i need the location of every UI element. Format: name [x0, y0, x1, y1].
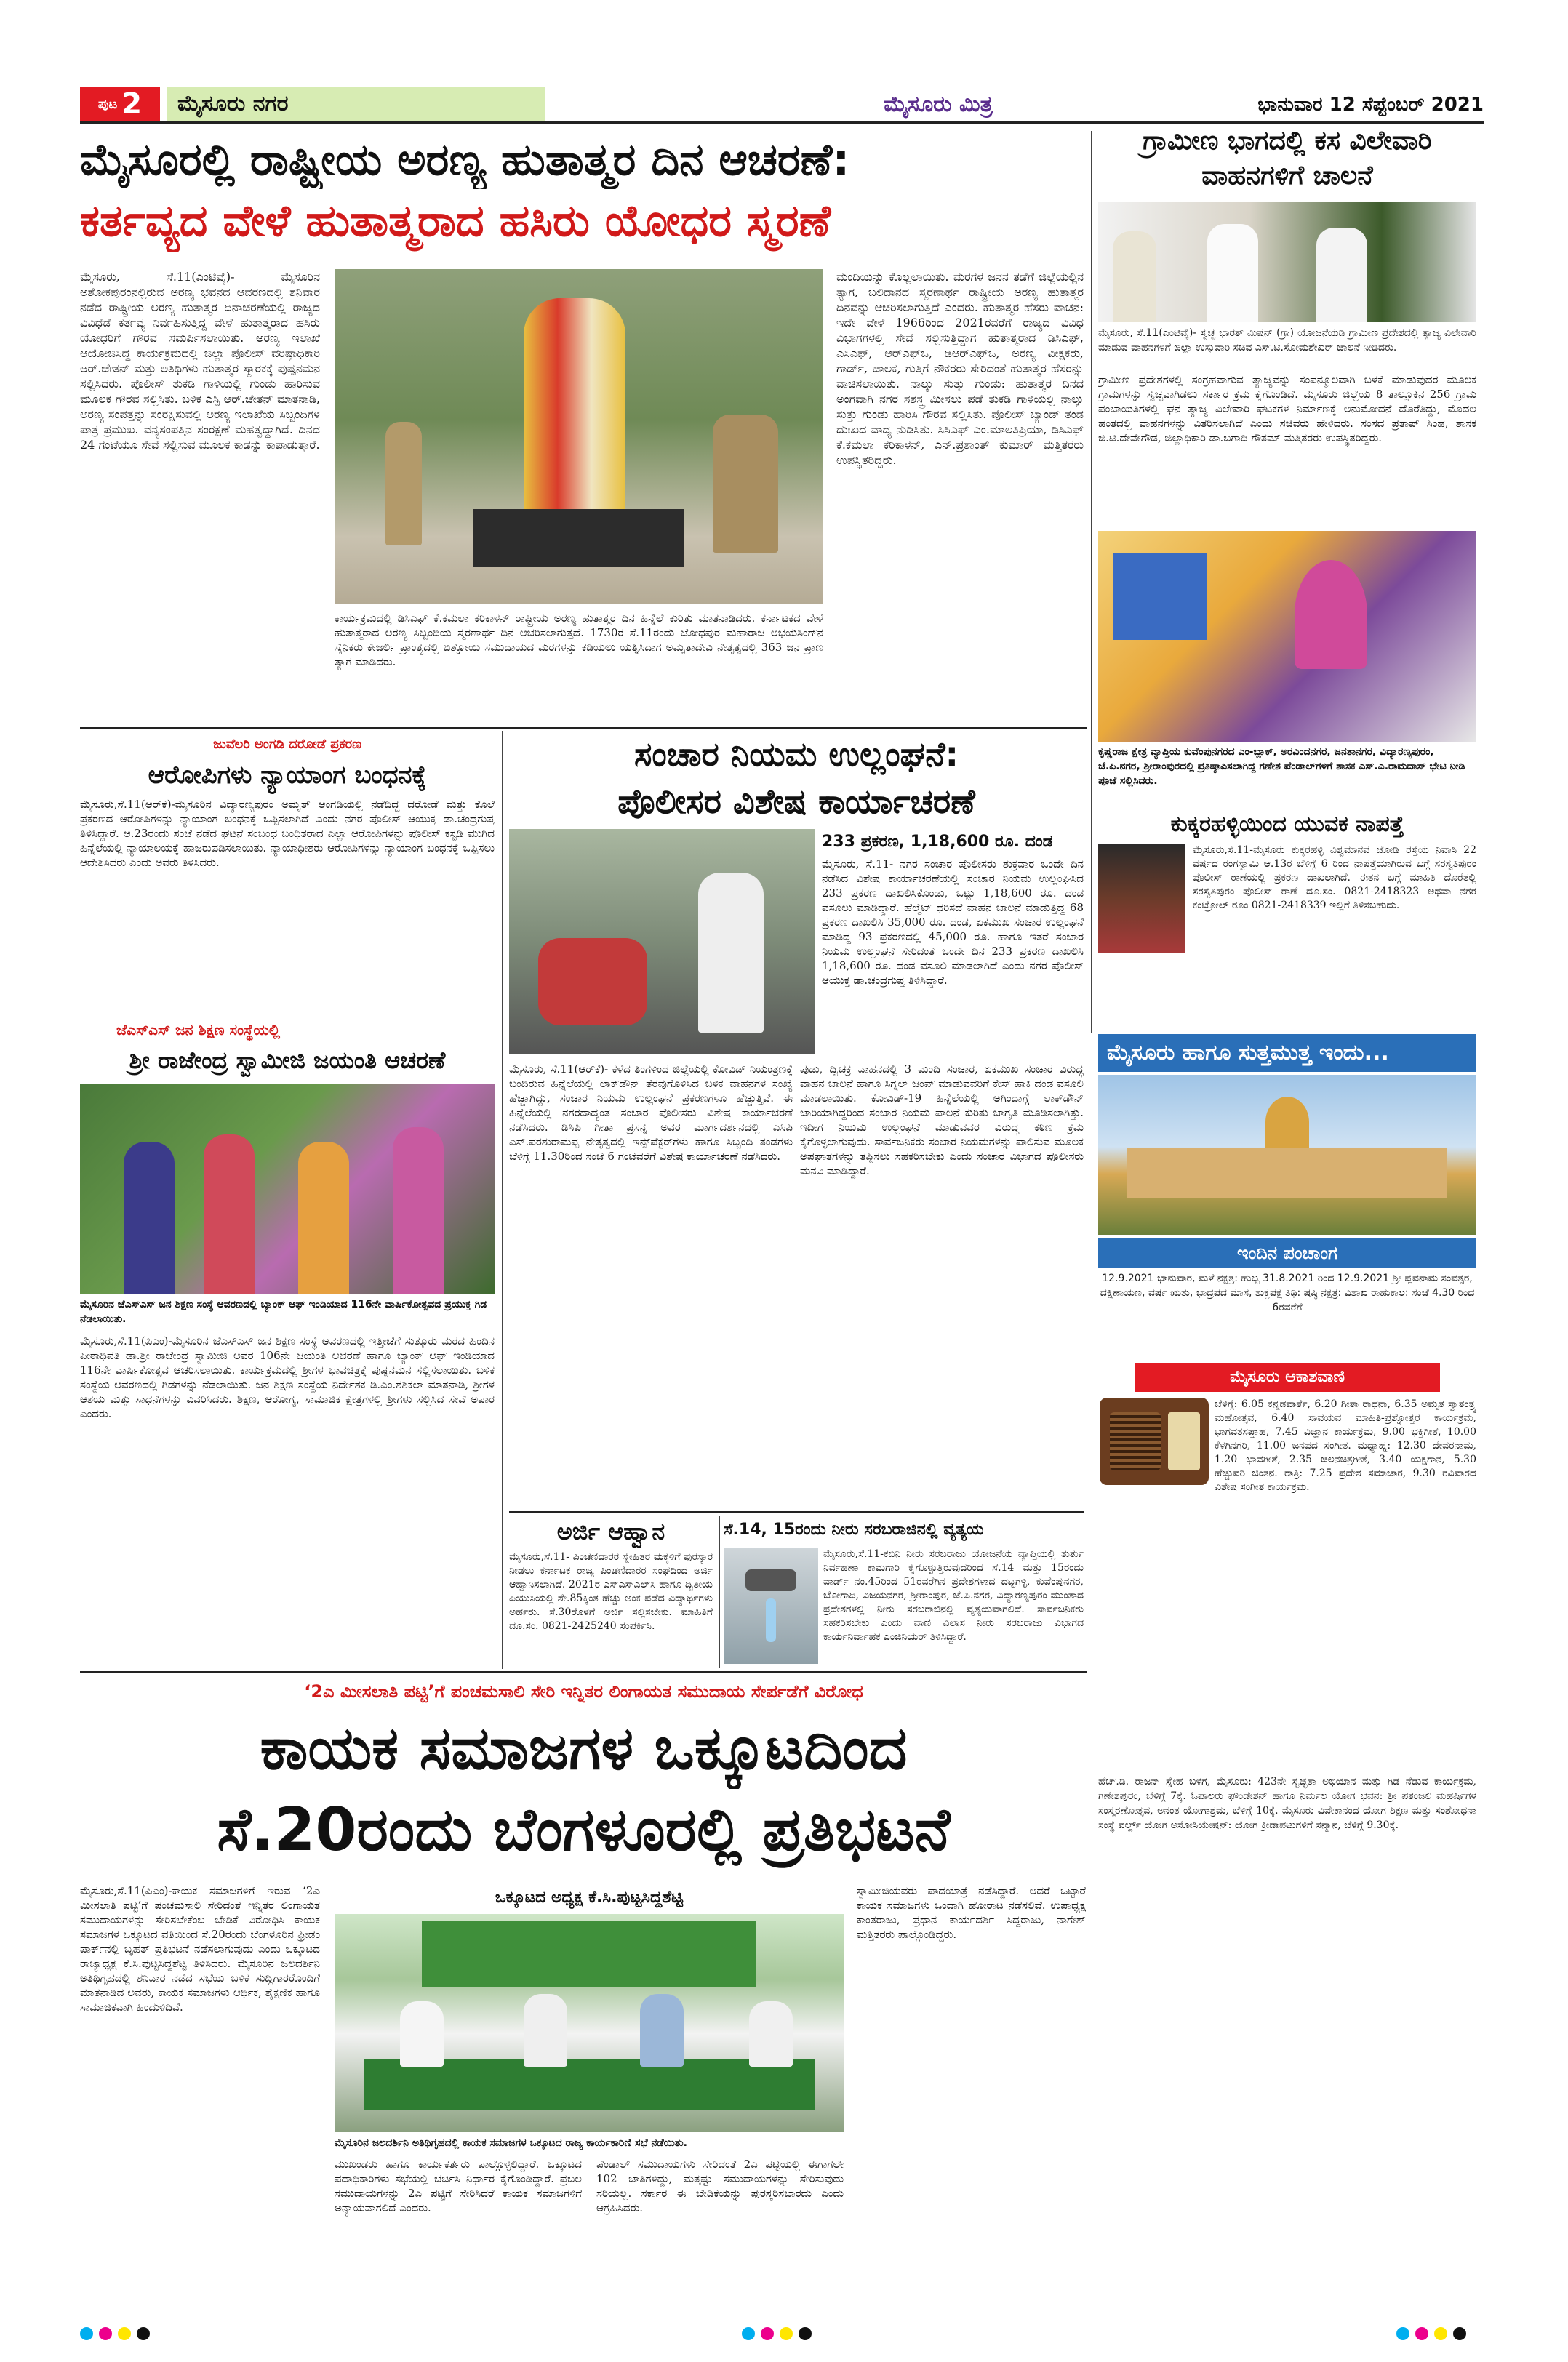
traffic-right-body: ಮೈಸೂರು, ಸೆ.11- ನಗರ ಸಂಚಾರ ಪೊಲೀಸರು ಶುಕ್ರವಾರ ಒಂದೇ ದಿನ ನಡೆಸಿದ ವಿಶೇಷ ಕಾರ್ಯಾಚರಣೆಯಲ್ಲಿ ಸಂಚಾರ ನಿಯಮ ಉಲ್ಲಂಘಿಸಿದ 233 ಪ್ರಕರಣ ದಾಖಲಿಸಿಕೊಂಡು, ಒಟ್ಟು 1,18,600 ರೂ. ದಂಡ ವಸೂಲು ಮಾಡಿದ್ದಾರೆ. ಹೆಲ್ಮೆಟ್ ಧರಿಸದೆ ವಾಹನ ಚಾಲನೆ ಮಾಡುತ್ತಿದ್ದ 68 ಪ್ರಕರಣ ದಾಖಲಿಸಿ 35,000 ರೂ. ದಂಡ, ಏಕಮುಖ ಸಂಚಾರ ಉಲ್ಲಂಘನೆ ಮಾಡಿದ್ದ 93 ಪ್ರಕರಣದಲ್ಲಿ 45,000 ರೂ. ಹಾಗೂ ಇತರೆ ಸಂಚಾರ ನಿಯಮ ಉಲ್ಲಂಘನೆ ಸೇರಿದಂತೆ ಒಂದೇ ದಿನ 233 ಪ್ರಕರಣ ದಾಖಲಿಸಿ 1,18,600 ರೂ. ದಂಡ ವಸೂಲಿ ಮಾಡಲಾಗಿದೆ ಎಂದು ನಗರ ಪೊಲೀಸ್ ಆಯುಕ್ತ ಡಾ.ಚಂದ್ರಗುಪ್ತ ತಿಳಿಸಿದ್ದಾರೆ. [822, 857, 1084, 987]
protest-photo-title: ಒಕ್ಕೂಟದ ಅಧ್ಯಕ್ಷ ಕೆ.ಸಿ.ಪುಟ್ಟಸಿದ್ದಶೆಟ್ಟಿ [495, 1889, 684, 1907]
radio-speaker [1110, 1412, 1161, 1470]
mid-rule [80, 727, 1087, 729]
dignitary-figure-3 [1316, 228, 1367, 322]
person-figure-2 [524, 1994, 567, 2067]
issue-date: ಭಾನುವಾರ 12 ಸೆಪ್ಟೆಂಬರ್ 2021 [1257, 94, 1484, 116]
traffic-subhead: 233 ಪ್ರಕರಣ, 1,18,600 ರೂ. ದಂಡ [822, 833, 1053, 851]
radio-dial [1168, 1412, 1200, 1470]
garbage-body: ಗ್ರಾಮೀಣ ಪ್ರದೇಶಗಳಲ್ಲಿ ಸಂಗ್ರಹವಾಗುವ ತ್ಯಾಜ್ಯವನ್ನು ಸಂಪನ್ಮೂಲವಾಗಿ ಬಳಕೆ ಮಾಡುವುದರ ಮೂಲಕ ಗ್ರಾಮಗಳನ್ನು ಸ್ವಚ್ಛವಾಗಿಡಲು ಸರ್ಕಾರ ಕ್ರಮ ಕೈಗೊಂಡಿದೆ. ಮೈಸೂರು ಜಿಲ್ಲೆಯ 8 ತಾಲ್ಲೂಕಿನ 256 ಗ್ರಾಮ ಪಂಚಾಯಿತಿಗಳಲ್ಲಿ ಘನ ತ್ಯಾಜ್ಯ ವಿಲೇವಾರಿ ಘಟಕಗಳ ನಿರ್ಮಾಣಕ್ಕೆ ಅನುಮೋದನೆ ದೊರೆತಿದ್ದು, ಮೊದಲ ಹಂತದಲ್ಲಿ ವಾಹನಗಳನ್ನು ವಿತರಿಸಲಾಗಿದೆ ಎಂದು ಸಚಿವರು ಹೇಳಿದರು. ಸಂಸದ ಪ್ರತಾಪ್ ಸಿಂಹ, ಶಾಸಕ ಜಿ.ಟಿ.ದೇವೇಗೌಡ, ಜಿಲ್ಲಾಧಿಕಾರಿ ಡಾ.ಬಗಾದಿ ಗೌತಮ್ ಮತ್ತಿತರರು ಉಪಸ್ಥಿತರಿದ್ದರು. [1098, 373, 1476, 444]
lead-headline-2: ಕರ್ತವ್ಯದ ವೇಳೆ ಹುತಾತ್ಮರಾದ ಹಸಿರು ಯೋಧರ ಸ್ಮರಣೆ [80, 196, 831, 247]
judicial-headline: ಆರೋಪಿಗಳು ನ್ಯಾಯಾಂಗ ಬಂಧನಕ್ಕೆ [148, 761, 427, 790]
registration-marks-center [742, 2327, 829, 2345]
page-label: ಪುಟ [97, 96, 118, 112]
magenta-dot [1415, 2327, 1428, 2340]
person-figure-4 [393, 1127, 444, 1294]
protest-col-2: ಮುಖಂಡರು ಹಾಗೂ ಕಾರ್ಯಕರ್ತರು ಪಾಲ್ಗೊಳ್ಳಲಿದ್ದಾರೆ. ಒಕ್ಕೂಟದ ಪದಾಧಿಕಾರಿಗಳು ಸಭೆಯಲ್ಲಿ ಚರ್ಚಿಸಿ ನಿರ್ಧಾರ ಕೈಗೊಂಡಿದ್ದಾರೆ. ಪ್ರಬಲ ಸಮುದಾಯಗಳನ್ನು 2ಎ ಪಟ್ಟಿಗೆ ಸೇರಿಸಿದರೆ ಕಾಯಕ ಸಮಾಜಗಳಿಗೆ ಅನ್ಯಾಯವಾಗಲಿದೆ ಎಂದರು. [335, 2158, 582, 2214]
protest-headline-1: ಕಾಯಕ ಸಮಾಜಗಳ ಒಕ್ಕೂಟದಿಂದ [260, 1714, 908, 1783]
cyan-dot [80, 2327, 93, 2340]
yellow-dot [1434, 2327, 1447, 2340]
water-body: ಮೈಸೂರು,ಸೆ.11-ಕಬಿನಿ ನೀರು ಸರಬರಾಜು ಯೋಜನೆಯ ವ್ಯಾಪ್ತಿಯಲ್ಲಿ ತುರ್ತು ನಿರ್ವಹಣಾ ಕಾಮಗಾರಿ ಕೈಗೊಳ್ಳುತ್ತಿರುವುದರಿಂದ ಸೆ.14 ಮತ್ತು 15ರಂದು ವಾರ್ಡ್ ನಂ.45ರಿಂದ 51ರವರೆಗಿನ ಪ್ರದೇಶಗಳಾದ ದಟ್ಟಗಳ್ಳಿ, ಕುವೆಂಪುನಗರ, ಬೋಗಾದಿ, ವಿಜಯನಗರ, ಶ್ರೀರಾಂಪುರ, ಜೆ.ಪಿ.ನಗರ, ವಿದ್ಯಾರಣ್ಯಪುರಂ ಮುಂತಾದ ಪ್ರದೇಶಗಳಲ್ಲಿ ನೀರು ಸರಬರಾಜಿನಲ್ಲಿ ವ್ಯತ್ಯಯವಾಗಲಿದೆ. ಸಾರ್ವಜನಿಕರು ಸಹಕರಿಸಬೇಕು ಎಂದು ವಾಣಿ ವಿಲಾಸ ನೀರು ಸರಬರಾಜು ವಿಭಾಗದ ಕಾರ್ಯನಿರ್ವಾಹಕ ಎಂಜಿನಿಯರ್ ತಿಳಿಸಿದ್ದಾರೆ. [823, 1548, 1084, 1643]
jss-kicker: ಜೆಎಸ್‌ಎಸ್ ಜನ ಶಿಕ್ಷಣ ಸಂಸ್ಥೆಯಲ್ಲಿ [116, 1021, 281, 1038]
traffic-body-right: ಪುಡು, ದ್ವಿಚಕ್ರ ವಾಹನದಲ್ಲಿ 3 ಮಂದಿ ಸಂಚಾರ, ಏಕಮುಖ ಸಂಚಾರ ವಿರುದ್ಧ ವಾಹನ ಚಾಲನೆ ಹಾಗೂ ಸಿಗ್ನಲ್ ಜಂಪ್ ಮಾಡುವವರಿಗೆ ಕೇಸ್ ಹಾಕಿ ದಂಡ ವಸೂಲಿ ಮಾಡಲಾಯಿತು. ಕೋವಿಡ್-19 ಹಿನ್ನೆಲೆಯಲ್ಲಿ ಅಗಿಂದಾಗ್ಗೆ ಲಾಕ್‌ಡೌನ್ ಜಾರಿಯಾಗಿದ್ದರಿಂದ ಸಂಚಾರ ನಿಯಮ ಪಾಲನೆ ಕುರಿತು ಜಾಗೃತಿ ಮೂಡಿಸಲಾಗಿತ್ತು. ಇದೀಗ ನಿಯಮ ಉಲ್ಲಂಘನೆ ಮಾಡುವವರ ವಿರುದ್ಧ ಕಠಿಣ ಕ್ರಮ ಕೈಗೊಳ್ಳಲಾಗುವುದು. ಸಾರ್ವಜನಿಕರು ಸಂಚಾರ ನಿಯಮಗಳನ್ನು ಪಾಲಿಸುವ ಮೂಲಕ ಅಪಘಾತಗಳನ್ನು ತಪ್ಪಿಸಲು ಸಹಕರಿಸಬೇಕು ಎಂದು ಸಂಚಾರ ವಿಭಾಗದ ಪೊಲೀಸರು ಮನವಿ ಮಾಡಿದ್ದಾರೆ. [800, 1062, 1084, 1177]
ganesha-idol [1295, 560, 1367, 669]
arji-rule [509, 1511, 1084, 1513]
black-dot [799, 2327, 812, 2340]
judicial-kicker: ಜುವೆಲರಿ ಅಂಗಡಿ ದರೋಡೆ ಪ್ರಕರಣ [213, 737, 361, 752]
water-tap-photo [724, 1548, 818, 1664]
traffic-headline-2: ಪೊಲೀಸರ ವಿಶೇಷ ಕಾರ್ಯಾಚರಣೆ [617, 782, 975, 821]
traffic-photo [509, 829, 815, 1054]
judicial-body: ಮೈಸೂರು,ಸೆ.11(ಆರ್‌ಕೆ)-ಮೈಸೂರಿನ ವಿದ್ಯಾರಣ್ಯಪುರಂ ಅಮೃತ್ ಆಂಗಡಿಯಲ್ಲಿ ನಡೆದಿದ್ದ ದರೋಡೆ ಮತ್ತು ಕೊಲೆ ಪ್ರಕರಣದ ಆರೋಪಿಗಳನ್ನು ನ್ಯಾಯಾಂಗ ಬಂಧನಕ್ಕೆ ಒಪ್ಪಿಸಲಾಗಿದೆ ಎಂದು ನಗರ ಪೊಲೀಸ್ ಆಯುಕ್ತ ಡಾ.ಚಂದ್ರಗುಪ್ತ ತಿಳಿಸಿದ್ದಾರೆ. ಆ.23ರಂದು ಸಂಜೆ ನಡೆದ ಘಟನೆ ಸಂಬಂಧ ಬಂಧಿತರಾದ ಎಲ್ಲಾ ಆರೋಪಿಗಳನ್ನು ಪೊಲೀಸ್ ಕಸ್ಟಡಿ ಮುಗಿದ ಹಿನ್ನೆಲೆಯಲ್ಲಿ ನ್ಯಾಯಾಲಯಕ್ಕೆ ಹಾಜರುಪಡಿಸಲಾಯಿತು. ನ್ಯಾಯಾಧೀಶರು ಆರೋಪಿಗಳನ್ನು ನ್ಯಾಯಾಂಗ ಬಂಧನಕ್ಕೆ ಒಪ್ಪಿಸಲು ಆದೇಶಿಸಿದರು ಎಂದು ಅವರು ತಿಳಿಸಿದರು. [80, 798, 495, 869]
protest-photo [335, 1914, 844, 2132]
palace-facade [1127, 1148, 1447, 1198]
tap-icon [745, 1569, 796, 1591]
jss-body: ಮೈಸೂರು,ಸೆ.11(ಪಿಎಂ)-ಮೈಸೂರಿನ ಜೆಎಸ್‌ಎಸ್ ಜನ ಶಿಕ್ಷಣ ಸಂಸ್ಥೆ ಆವರಣದಲ್ಲಿ ಇತ್ತೀಚೆಗೆ ಸುತ್ತೂರು ಮಠದ ಹಿಂದಿನ ಪೀಠಾಧಿಪತಿ ಡಾ.ಶ್ರೀ ರಾಜೇಂದ್ರ ಸ್ವಾಮೀಜಿ ಅವರ 106ನೇ ಜಯಂತಿ ಆಚರಣೆ ಹಾಗೂ ಬ್ಯಾಂಕ್ ಆಫ್ ಇಂಡಿಯಾದ 116ನೇ ವಾರ್ಷಿಕೋತ್ಸವ ಆಚರಿಸಲಾಯಿತು. ಕಾರ್ಯಕ್ರಮದಲ್ಲಿ ಶ್ರೀಗಳ ಭಾವಚಿತ್ರಕ್ಕೆ ಪುಷ್ಪನಮನ ಸಲ್ಲಿಸಲಾಯಿತು. ಬಳಿಕ ಸಂಸ್ಥೆಯ ಆವರಣದಲ್ಲಿ ಗಿಡಗಳನ್ನು ನೆಡಲಾಯಿತು. ಜನ ಶಿಕ್ಷಣ ಸಂಸ್ಥೆಯ ನಿರ್ದೇಶಕ ಡಿ.ಎಂ.ಶಶಿಕಲಾ ಮಾತನಾಡಿ, ಶ್ರೀಗಳ ಆಶಯ ಮತ್ತು ಸಾಧನೆಗಳನ್ನು ವಿವರಿಸಿದರು. ಶಿಕ್ಷಣ, ಆರೋಗ್ಯ, ಸಾಮಾಜಿಕ ಕ್ಷೇತ್ರಗಳಲ್ಲಿ ಶ್ರೀಗಳು ಸಲ್ಲಿಸಿದ ಸೇವೆ ಅಪಾರ ಎಂದರು. [80, 1334, 495, 1420]
page-number-box [80, 87, 160, 121]
protest-rule [80, 1671, 1087, 1673]
lead-column-1: ಮೈಸೂರು, ಸೆ.11(ಎಂಟಿವೈ)- ಮೈಸೂರಿನ ಅಶೋಕಪುರಂನಲ್ಲಿರುವ ಅರಣ್ಯ ಭವನದ ಆವರಣದಲ್ಲಿ ಶನಿವಾರ ನಡೆದ ರಾಷ್ಟ್ರೀಯ ಅರಣ್ಯ ಹುತಾತ್ಮರ ದಿನಾಚರಣೆಯಲ್ಲಿ ರಾಜ್ಯದ ವಿವಿಧೆಡೆ ಕರ್ತವ್ಯ ನಿರ್ವಹಿಸುತ್ತಿದ್ದ ವೇಳೆ ಹುತಾತ್ಮರಾದ ಹಸಿರು ಯೋಧರಿಗೆ ಗೌರವ ಸಮರ್ಪಿಸಲಾಯಿತು. ಅರಣ್ಯ ಇಲಾಖೆ ಆಯೋಜಿಸಿದ್ದ ಕಾರ್ಯಕ್ರಮದಲ್ಲಿ ಜಿಲ್ಲಾ ಪೊಲೀಸ್ ವರಿಷ್ಠಾಧಿಕಾರಿ ಆರ್.ಚೇತನ್ ಮತ್ತು ಅತಿಥಿಗಳು ಹುತಾತ್ಮರ ಸ್ಮಾರಕಕ್ಕೆ ಪುಷ್ಪನಮನ ಸಲ್ಲಿಸಿದರು. ಪೊಲೀಸ್ ತುಕಡಿ ಗಾಳಿಯಲ್ಲಿ ಗುಂಡು ಹಾರಿಸುವ ಮೂಲಕ ಗೌರವ ಸಲ್ಲಿಸಿತು. ಬಳಿಕ ಎಸ್ಪಿ ಆರ್.ಚೇತನ್ ಮಾತನಾಡಿ, ಅರಣ್ಯ ಸಂಪತ್ತನ್ನು ಸಂರಕ್ಷಿಸುವಲ್ಲಿ ಅರಣ್ಯ ಇಲಾಖೆಯ ಸಿಬ್ಬಂದಿಗಳ ಪಾತ್ರ ಪ್ರಮುಖ. ವನ್ಯಸಂಪತ್ತಿನ ಸಂರಕ್ಷಣೆ ಮಹತ್ವದ್ದಾಗಿದೆ. ದಿನದ 24 ಗಂಟೆಯೂ ಸೇವೆ ಸಲ್ಲಿಸುವ ಮೂಲಕ ಕಾಡನ್ನು ಕಾಪಾಡುತ್ತಾರೆ. [80, 270, 320, 452]
person-figure-2 [204, 1134, 255, 1294]
yellow-dot [118, 2327, 131, 2340]
magenta-dot [99, 2327, 112, 2340]
protest-photo-caption: ಮೈಸೂರಿನ ಜಲದರ್ಶಿನಿ ಅತಿಥಿಗೃಹದಲ್ಲಿ ಕಾಯಕ ಸಮಾಜಗಳ ಒಕ್ಕೂಟದ ರಾಜ್ಯ ಕಾರ್ಯಕಾರಿಣಿ ಸಭೆ ನಡೆಯಿತು. [335, 2137, 687, 2149]
left-divider [502, 731, 503, 1669]
garbage-caption: ಮೈಸೂರು, ಸೆ.11(ಎಂಟಿವೈ)- ಸ್ವಚ್ಛ ಭಾರತ್ ಮಿಷನ್ (ಗ್ರಾ) ಯೋಜನೆಯಡಿ ಗ್ರಾಮೀಣ ಪ್ರದೇಶದಲ್ಲಿ ತ್ಯಾಜ್ಯ ವಿಲೇವಾರಿ ಮಾಡುವ ವಾಹನಗಳಿಗೆ ಜಿಲ್ಲಾ ಉಸ್ತುವಾರಿ ಸಚಿವ ಎಸ್.ಟಿ.ಸೋಮಶೇಖರ್ ಚಾಲನೆ ನೀಡಿದರು. [1098, 327, 1476, 353]
arji-divider [719, 1516, 720, 1668]
jss-photo [80, 1084, 495, 1294]
person-figure-3 [640, 1994, 684, 2067]
banner-board [1113, 553, 1207, 640]
traffic-headline-1: ಸಂಚಾರ ನಿಯಮ ಉಲ್ಲಂಘನೆ: [633, 734, 959, 774]
section-name: ಮೈಸೂರು ನಗರ [167, 87, 545, 121]
panchanga-title: ಇಂದಿನ ಪಂಚಾಂಗ [1098, 1238, 1476, 1268]
lead-photo-memorial [335, 269, 823, 604]
meeting-table [364, 2059, 815, 2110]
yellow-dot [780, 2327, 793, 2340]
person-figure-1 [124, 1142, 175, 1294]
protest-headline-2: ಸೆ.20ರಂದು ಬೆಂಗಳೂರಲ್ಲಿ ಪ್ರತಿಭಟನೆ [217, 1795, 951, 1865]
lead-divider [1091, 131, 1092, 1033]
person-figure-3 [298, 1142, 349, 1294]
lead-headline-1: ಮೈಸೂರಲ್ಲಿ ರಾಷ್ಟ್ರೀಯ ಅರಣ್ಯ ಹುತಾತ್ಮರ ದಿನ ಆಚರಣೆ: [80, 135, 850, 185]
magenta-dot [761, 2327, 774, 2340]
water-headline: ಸೆ.14, 15ರಂದು ನೀರು ಸರಬರಾಜಿನಲ್ಲಿ ವ್ಯತ್ಯಯ [724, 1521, 984, 1539]
registration-marks-left [80, 2327, 167, 2345]
traffic-body-left: ಮೈಸೂರು, ಸೆ.11(ಆರ್‌ಕೆ)- ಕಳೆದ ತಿಂಗಳಿಂದ ಜಿಲ್ಲೆಯಲ್ಲಿ ಕೋವಿಡ್ ನಿಯಂತ್ರಣಕ್ಕೆ ಬಂದಿರುವ ಹಿನ್ನೆಲೆಯಲ್ಲಿ ಲಾಕ್‌ಡೌನ್ ತೆರವುಗೊಳಿಸಿದ ಬಳಿಕ ವಾಹನಗಳ ಸಂಖ್ಯೆ ಹೆಚ್ಚಾಗಿದ್ದು, ಸಂಚಾರ ನಿಯಮ ಉಲ್ಲಂಘನೆ ಪ್ರಕರಣಗಳೂ ಹೆಚ್ಚುತ್ತಿವೆ. ಈ ಹಿನ್ನೆಲೆಯಲ್ಲಿ ನಗರದಾದ್ಯಂತ ಸಂಚಾರ ಪೊಲೀಸರು ವಿಶೇಷ ಕಾರ್ಯಾಚರಣೆ ನಡೆಸಿದರು. ಡಿಸಿಪಿ ಗೀತಾ ಪ್ರಸನ್ನ ಅವರ ಮಾರ್ಗದರ್ಶನದಲ್ಲಿ ಎಸಿಪಿ ಎಸ್.ಪರಶುರಾಮಪ್ಪ ನೇತೃತ್ವದಲ್ಲಿ ಇನ್ಸ್‌ಪೆಕ್ಟರ್‌ಗಳು ಹಾಗೂ ಸಿಬ್ಬಂದಿ ತಂಡಗಳು ಬೆಳಿಗ್ಗೆ 11.30ರಿಂದ ಸಂಜೆ 6 ಗಂಟೆವರೆಗೆ ವಿಶೇಷ ಕಾರ್ಯಾಚರಣೆ ನಡೆಸಿದರು. [509, 1062, 793, 1163]
garbage-headline: ಗ್ರಾಮೀಣ ಭಾಗದಲ್ಲಿ ಕಸ ವಿಲೇವಾರಿ ವಾಹನಗಳಿಗೆ ಚಾಲನೆ [1143, 126, 1432, 191]
memorial-pillar [524, 298, 625, 531]
masthead: ಮೈಸೂರು ಮಿತ್ರ [884, 92, 993, 117]
motorcycle [538, 938, 647, 1025]
dignitary-figure-1 [1113, 231, 1156, 322]
palace-photo [1098, 1075, 1476, 1235]
memorial-plinth [473, 509, 684, 567]
banner-board [422, 1921, 756, 1987]
ganesha-photo [1098, 531, 1476, 742]
protest-col-4: ಸ್ವಾಮೀಜಿಯವರು ಪಾದಯಾತ್ರೆ ನಡೆಸಿದ್ದಾರೆ. ಆದರೆ ಒಟ್ಟಾರೆ ಕಾಯಕ ಸಮಾಜಗಳು ಒಂದಾಗಿ ಹೋರಾಟ ನಡೆಸಲಿವೆ. ಉಪಾಧ್ಯಕ್ಷ ಕಾಂತರಾಜು, ಪ್ರಧಾನ ಕಾರ್ಯದರ್ಶಿ ಸಿದ್ದರಾಜು, ನಾಗೇಶ್ ಮತ್ತಿತರರು ಪಾಲ್ಗೊಂಡಿದ್ದರು. [857, 1884, 1086, 1941]
protest-col-3: ಪೆಂಡಾಲ್ ಸಮುದಾಯಗಳು ಸೇರಿದಂತೆ 2ಎ ಪಟ್ಟಿಯಲ್ಲಿ ಈಗಾಗಲೇ 102 ಜಾತಿಗಳಿದ್ದು, ಮತ್ತಷ್ಟು ಸಮುದಾಯಗಳನ್ನು ಸೇರಿಸುವುದು ಸರಿಯಲ್ಲ. ಸರ್ಕಾರ ಈ ಬೇಡಿಕೆಯನ್ನು ಪುರಸ್ಕರಿಸಬಾರದು ಎಂದು ಆಗ್ರಹಿಸಿದರು. [596, 2158, 844, 2214]
panchanga-body: 12.9.2021 ಭಾನುವಾರ, ಮಳೆ ನಕ್ಷತ್ರ: ಹುಬ್ಬ 31.8.2021 ರಿಂದ 12.9.2021 ಶ್ರೀ ಪ್ಲವನಾಮ ಸಂವತ್ಸರ, ದಕ್ಷಿಣಾಯಣ, ವರ್ಷ ಋತು, ಭಾದ್ರಪದ ಮಾಸ, ಶುಕ್ಲಪಕ್ಷ ತಿಥಿ: ಷಷ್ಠಿ ನಕ್ಷತ್ರ: ವಿಶಾಖ ರಾಹುಕಾಲ: ಸಂಜೆ 4.30 ರಿಂದ 6ರವರೆಗೆ [1100, 1273, 1475, 1313]
lead-photo-caption: ಕಾರ್ಯಕ್ರಮದಲ್ಲಿ ಡಿಸಿಎಫ್ ಕೆ.ಕಮಲಾ ಕರಿಕಾಳನ್ ರಾಷ್ಟ್ರೀಯ ಅರಣ್ಯ ಹುತಾತ್ಮರ ದಿನ ಹಿನ್ನೆಲೆ ಕುರಿತು ಮಾತನಾಡಿದರು. ಕರ್ನಾಟಕದ ವೇಳೆ ಹುತಾತ್ಮರಾದ ಅರಣ್ಯ ಸಿಬ್ಬಂದಿಯ ಸ್ಮರಣಾರ್ಥ ದಿನ ಆಚರಿಸಲಾಗುತ್ತದೆ. 1730ರ ಸೆ.11ರಂದು ಜೋಧಪುರ ಮಹಾರಾಜ ಅಭಯಸಿಂಗ್‌ನ ಸೈನಿಕರು ಕೇಜರ್ಲಿ ಪ್ರಾಂತ್ಯದಲ್ಲಿ ಬಿಶ್ನೋಯಿ ಸಮುದಾಯದ ಮರಗಳನ್ನು ಕಡಿಯಲು ಯತ್ನಿಸಿದಾಗ ಅಮೃತಾದೇವಿ ನೇತೃತ್ವದಲ್ಲಿ 363 ಜನ ಪ್ರಾಣ ತ್ಯಾಗ ಮಾಡಿದರು. [335, 612, 823, 668]
around-title: ಮೈಸೂರು ಹಾಗೂ ಸುತ್ತಮುತ್ತ ಇಂದು... [1098, 1034, 1476, 1072]
palace-dome [1265, 1097, 1309, 1148]
page-header [80, 86, 1484, 124]
jss-caption: ಮೈಸೂರಿನ ಜೆಎಸ್‌ಎಸ್ ಜನ ಶಿಕ್ಷಣ ಸಂಸ್ಥೆ ಆವರಣದಲ್ಲಿ ಬ್ಯಾಂಕ್ ಆಫ್ ಇಂಡಿಯಾದ 116ನೇ ವಾರ್ಷಿಕೋತ್ಸವದ ಪ್ರಯುಕ್ತ ಗಿಡ ನೆಡಲಾಯಿತು. [80, 1299, 487, 1325]
guard-left [385, 422, 422, 545]
missing-headline: ಕುಕ್ಕರಹಳ್ಳಿಯಿಂದ ಯುವಕ ನಾಪತ್ತೆ [1170, 812, 1404, 837]
guard-right [713, 415, 778, 553]
radio-body: ಬೆಳಿಗ್ಗೆ: 6.05 ಕನ್ನಡವಾರ್ತೆ, 6.20 ಗೀತಾ ರಾಧನಾ, 6.35 ಅಮೃತ ಸ್ವಾತಂತ್ರ್ಯ ಮಹೋತ್ಸವ, 6.40 ಸಾವಯವ ಮಾಹಿತಿ-ಪ್ರಶ್ನೋತ್ತರ ಕಾರ್ಯಕ್ರಮ, ಭಾಗವತಸಪ್ತಾಹ, 7.45 ವಿಜ್ಞಾನ ಕಾರ್ಯಕ್ರಮ, 9.00 ಭಕ್ತಿಗೀತೆ, 10.00 ಕೆಳಗಿನಗರಿ, 11.00 ಜನಪದ ಸಂಗೀತ. ಮಧ್ಯಾಹ್ನ: 12.30 ದೇವರನಾಮ, 1.20 ಭಾವಗೀತೆ, 2.35 ಚಲನಚಿತ್ರಗೀತೆ, 3.40 ಯಕ್ಷಗಾನ, 5.30 ಹೆಚ್ಚುವರಿ ಚಿಂತನ. ರಾತ್ರಿ: 7.25 ಪ್ರದೇಶ ಸಮಾಚಾರ, 9.30 ರವಿವಾರದ ವಿಶೇಷ ಸಂಗೀತ ಕಾರ್ಯಕ್ರಮ. [1215, 1398, 1476, 1493]
water-drop-icon [766, 1598, 776, 1642]
black-dot [1453, 2327, 1466, 2340]
protest-kicker: ‘2ಎ ಮೀಸಲಾತಿ ಪಟ್ಟಿ’ಗೆ ಪಂಚಮಸಾಲಿ ಸೇರಿ ಇನ್ನಿತರ ಲಿಂಗಾಯತ ಸಮುದಾಯ ಸೇರ್ಪಡೆಗೆ ವಿರೋಧ [304, 1681, 863, 1702]
arji-body: ಮೈಸೂರು,ಸೆ.11- ಪಿಂಚಣಿದಾರರ ಸ್ನೇಹಿತರ ಮಕ್ಕಳಿಗೆ ಪುರಸ್ಕಾರ ನೀಡಲು ಕರ್ನಾಟಕ ರಾಜ್ಯ ಪಿಂಚಣಿದಾರರ ಸಂಘದಿಂದ ಅರ್ಜಿ ಆಹ್ವಾನಿಸಲಾಗಿದೆ. 2021ರ ಎಸ್‌ಎಸ್‌ಎಲ್‌ಸಿ ಹಾಗೂ ದ್ವಿತೀಯ ಪಿಯುಸಿಯಲ್ಲಿ ಶೇ.85ಕ್ಕಿಂತ ಹೆಚ್ಚು ಅಂಕ ಪಡೆದ ವಿದ್ಯಾರ್ಥಿಗಳು ಅರ್ಹರು. ಸೆ.30ರೊಳಗೆ ಅರ್ಜಿ ಸಲ್ಲಿಸಬೇಕು. ಮಾಹಿತಿಗೆ ದೂ.ಸಂ. 0821-2425240 ಸಂಪರ್ಕಿಸಿ. [509, 1551, 713, 1632]
cyan-dot [742, 2327, 755, 2340]
page-number: 2 [121, 87, 143, 121]
registration-marks-right [1396, 2327, 1484, 2345]
missing-body: ಮೈಸೂರು,ಸೆ.11-ಮೈಸೂರು ಕುಕ್ಕರಹಳ್ಳಿ ವಿಶ್ವಮಾನವ ಜೋಡಿ ರಸ್ತೆಯ ನಿವಾಸಿ 22 ವರ್ಷದ ರಂಗಸ್ವಾಮಿ ಆ.13ರ ಬೆಳಿಗ್ಗೆ 6 ರಿಂದ ನಾಪತ್ತೆಯಾಗಿರುವ ಬಗ್ಗೆ ಸರಸ್ವತಿಪುರಂ ಪೊಲೀಸ್ ಠಾಣೆಯಲ್ಲಿ ಪ್ರಕರಣ ದಾಖಲಾಗಿದೆ. ಈತನ ಬಗ್ಗೆ ಮಾಹಿತಿ ದೊರೆತಲ್ಲಿ ಸರಸ್ವತಿಪುರಂ ಪೊಲೀಸ್ ಠಾಣೆ ದೂ.ಸಂ. 0821-2418323 ಅಥವಾ ನಗರ ಕಂಟ್ರೋಲ್ ರೂಂ 0821-2418339 ಇಲ್ಲಿಗೆ ತಿಳಿಸಬಹುದು. [1193, 844, 1476, 911]
cyan-dot [1396, 2327, 1409, 2340]
missing-person-photo [1098, 844, 1185, 953]
black-dot [137, 2327, 150, 2340]
lead-column-4: ಮಂದಿಯನ್ನು ಕೊಲ್ಲಲಾಯಿತು. ಮರಗಳ ಜನನ ತಡೆಗೆ ಜಿಲ್ಲೆಯಲ್ಲಿನ ತ್ಯಾಗ, ಬಲಿದಾನದ ಸ್ಮರಣಾರ್ಥ ರಾಷ್ಟ್ರೀಯ ಅರಣ್ಯ ಹುತಾತ್ಮರ ದಿನವನ್ನು ಆಚರಿಸಲಾಗುತ್ತಿದೆ ಎಂದರು. ಹುತಾತ್ಮರ ಹೆಸರು ವಾಚನ: ಇದೇ ವೇಳೆ 1966ರಿಂದ 2021ರವರೆಗೆ ರಾಜ್ಯದ ವಿವಿಧ ವಿಭಾಗಗಳಲ್ಲಿ ಸೇವೆ ಸಲ್ಲಿಸುತ್ತಿದ್ದಾಗ ಹುತಾತ್ಮರಾದ ಡಿಸಿಎಫ್, ಎಸಿಎಫ್, ಆರ್‌ಎಫ್‌ಒ, ಡಿಆರ್‌ಎಫ್‌ಒ, ಅರಣ್ಯ ವೀಕ್ಷಕರು, ಗಾರ್ಡ್, ಚಾಲಕ, ಗುತ್ತಿಗೆ ನೌಕರರು ಸೇರಿದಂತೆ ಹುತಾತ್ಮರ ಹೆಸರನ್ನು ವಾಚಿಸಲಾಯಿತು. ನಾಲ್ಕು ಸುತ್ತು ಗುಂಡು: ಹುತಾತ್ಮರ ದಿನದ ಅಂಗವಾಗಿ ನಗರ ಸಶಸ್ತ್ರ ಮೀಸಲು ಪಡೆ ತುಕಡಿ ಗಾಳಿಯಲ್ಲಿ ನಾಲ್ಕು ಸುತ್ತು ಗುಂಡು ಹಾರಿಸಿ ಗೌರವ ಸಲ್ಲಿಸಿತು. ಪೊಲೀಸ್ ಬ್ಯಾಂಡ್ ತಂಡ ದುಃಖದ ವಾದ್ಯ ನುಡಿಸಿತು. ಸಿಸಿಎಫ್ ಎಂ.ಮಾಲತಿಪ್ರಿಯಾ, ಡಿಸಿಎಫ್ ಕೆ.ಕಮಲಾ ಕರಿಕಾಳನ್, ಎನ್.ಪ್ರಶಾಂತ್ ಕುಮಾರ್ ಮತ್ತಿತರರು ಉಪಸ್ಥಿತರಿದ್ದರು. [836, 270, 1084, 467]
protest-col-1: ಮೈಸೂರು,ಸೆ.11(ಪಿಎಂ)-ಕಾಯಕ ಸಮಾಜಗಳಿಗೆ ಇರುವ ‘2ಎ ಮೀಸಲಾತಿ ಪಟ್ಟಿ’ಗೆ ಪಂಚಮಸಾಲಿ ಸೇರಿದಂತೆ ಇನ್ನಿತರ ಲಿಂಗಾಯತ ಸಮುದಾಯಗಳನ್ನು ಸೇರಿಸಬೇಕೆಂಬ ಬೇಡಿಕೆ ವಿರೋಧಿಸಿ ಕಾಯಕ ಸಮಾಜಗಳ ಒಕ್ಕೂಟದ ವತಿಯಿಂದ ಸೆ.20ರಂದು ಬೆಂಗಳೂರಿನ ಫ್ರೀಡಂ ಪಾರ್ಕ್‌ನಲ್ಲಿ ಬೃಹತ್ ಪ್ರತಿಭಟನೆ ನಡೆಸಲಾಗುವುದು ಎಂದು ಒಕ್ಕೂಟದ ರಾಜ್ಯಾಧ್ಯಕ್ಷ ಕೆ.ಸಿ.ಪುಟ್ಟಸಿದ್ದಶೆಟ್ಟಿ ತಿಳಿಸಿದರು. ಮೈಸೂರಿನ ಜಲದರ್ಶಿನಿ ಅತಿಥಿಗೃಹದಲ್ಲಿ ಶನಿವಾರ ನಡೆದ ಸಭೆಯ ಬಳಿಕ ಸುದ್ದಿಗಾರರೊಂದಿಗೆ ಮಾತನಾಡಿದ ಅವರು, ಕಾಯಕ ಸಮಾಜಗಳು ಆರ್ಥಿಕ, ಶೈಕ್ಷಣಿಕ ಹಾಗೂ ಸಾಮಾಜಿಕವಾಗಿ ಹಿಂದುಳಿದಿವೆ. [80, 1884, 320, 2014]
around-notices: ಹೆಚ್.ಡಿ. ರಾಜನ್ ಸ್ನೇಹ ಬಳಗ, ಮೈಸೂರು: 423ನೇ ಸ್ವಚ್ಛತಾ ಅಭಿಯಾನ ಮತ್ತು ಗಿಡ ನೆಡುವ ಕಾರ್ಯಕ್ರಮ, ಗಣೇಶಪುರಂ, ಬೆಳಿಗ್ಗೆ 7ಕ್ಕೆ. ಓಪಾಲರು ಫೌಂಡೇಶನ್ ಹಾಗೂ ನಿರ್ಮಲ ಯೋಗ ಭವನ: ಶ್ರೀ ಪತಂಜಲಿ ಮಹರ್ಷಿಗಳ ಸಂಸ್ಮರಣೋತ್ಸವ, ಅನಂತ ಯೋಗಾಶ್ರಮ, ಬೆಳಿಗ್ಗೆ 10ಕ್ಕೆ. ಮೈಸೂರು ವಿವೇಕಾನಂದ ಯೋಗ ಶಿಕ್ಷಣ ಮತ್ತು ಸಂಶೋಧನಾ ಸಂಸ್ಥೆ ವರ್ಲ್ಡ್ ಯೋಗ ಅಸೋಸಿಯೇಷನ್: ಯೋಗ ಕ್ರೀಡಾಪಟುಗಳಿಗೆ ಸನ್ಮಾನ, ಬೆಳಿಗ್ಗೆ 9.30ಕ್ಕೆ. [1098, 1776, 1476, 1831]
ganesha-caption: ಕೃಷ್ಣರಾಜ ಕ್ಷೇತ್ರ ವ್ಯಾಪ್ತಿಯ ಕುವೆಂಪುನಗರದ ಎಂ-ಬ್ಲಾಕ್, ಅರವಿಂದನಗರ, ಜನತಾನಗರ, ವಿದ್ಯಾರಣ್ಯಪುರಂ, ಜೆ.ಪಿ.ನಗರ, ಶ್ರೀರಾಂಪುರದಲ್ಲಿ ಪ್ರತಿಷ್ಠಾಪಿಸಲಾಗಿದ್ದ ಗಣೇಶ ಪೆಂಡಾಲ್‌ಗಳಿಗೆ ಶಾಸಕ ಎಸ್.ಎ.ರಾಮದಾಸ್ ಭೇಟಿ ನೀಡಿ ಪೂಜೆ ಸಲ್ಲಿಸಿದರು. [1098, 746, 1465, 787]
radio-icon [1100, 1398, 1209, 1485]
dignitary-figure-2 [1207, 224, 1258, 322]
person-figure-4 [749, 2001, 793, 2067]
person-figure-1 [400, 2001, 444, 2067]
garbage-photo [1098, 202, 1476, 322]
jss-headline: ಶ್ರೀ ರಾಜೇಂದ್ರ ಸ್ವಾಮೀಜಿ ಜಯಂತಿ ಆಚರಣೆ [129, 1046, 446, 1074]
arji-headline: ಅರ್ಜಿ ಆಹ್ವಾನ [556, 1518, 665, 1545]
radio-title: ಮೈಸೂರು ಆಕಾಶವಾಣಿ [1135, 1363, 1440, 1392]
police-officer [698, 873, 764, 1033]
